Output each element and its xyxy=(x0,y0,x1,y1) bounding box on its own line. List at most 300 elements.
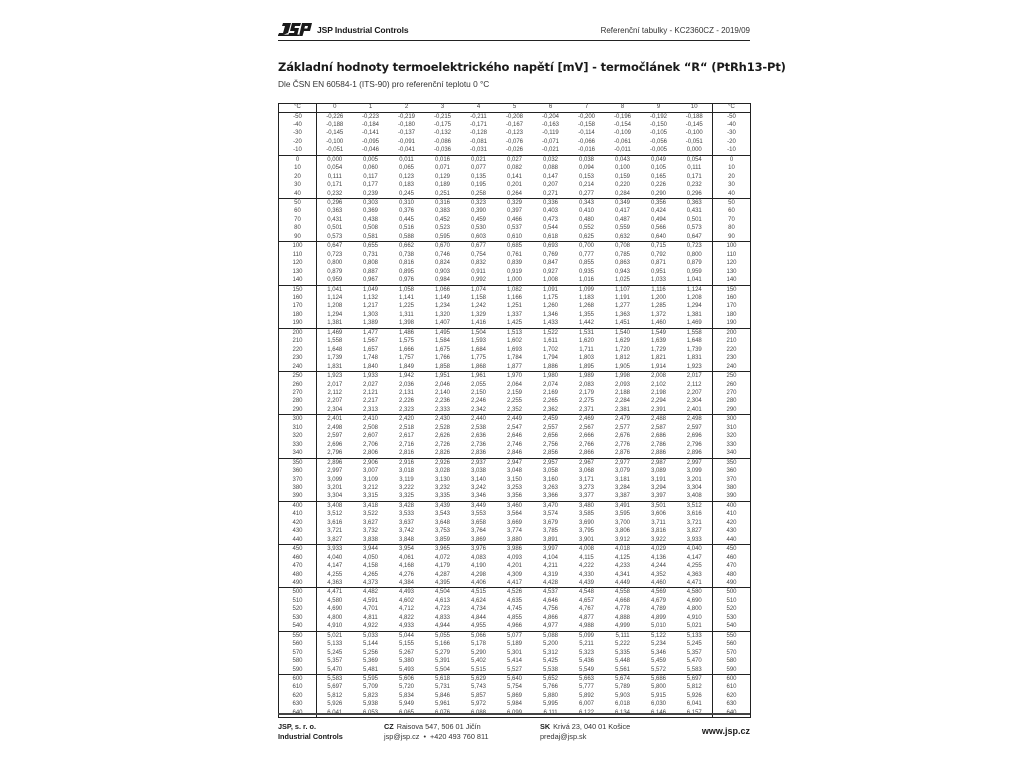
table-row xyxy=(279,233,751,242)
emf-value-cell: 3,263 xyxy=(542,484,558,491)
emf-value-cell: 2,391 xyxy=(650,406,666,413)
emf-value-cell: -0,100 xyxy=(685,130,703,137)
table-row xyxy=(279,484,751,492)
row-temperature-left: 270 xyxy=(279,389,317,397)
emf-value-cell: 0,054 xyxy=(677,155,713,164)
emf-value-cell: -0,021 xyxy=(541,147,559,154)
row-temperature-left: 30 xyxy=(279,181,317,189)
table-row xyxy=(279,424,751,432)
emf-value-cell: 0,171 xyxy=(327,182,343,189)
emf-value-cell: 5,618 xyxy=(425,674,461,683)
emf-value-cell: 4,910 xyxy=(327,623,343,630)
emf-value-cell: 5,972 xyxy=(470,701,486,708)
emf-value-cell: 3,346 xyxy=(470,493,486,500)
row-temperature-left: 50 xyxy=(279,199,317,208)
emf-value-cell: 0,264 xyxy=(506,190,522,197)
emf-value-cell: 0,183 xyxy=(398,182,414,189)
brand-name: JSP Industrial Controls xyxy=(317,25,409,35)
emf-value-cell: -0,026 xyxy=(505,147,523,154)
row-temperature-left: -30 xyxy=(279,129,317,137)
emf-value-cell: 1,877 xyxy=(506,363,522,370)
emf-value-cell: 2,112 xyxy=(327,390,343,396)
emf-value-cell: -0,215 xyxy=(433,113,451,120)
row-temperature-right: 450 xyxy=(713,545,751,554)
emf-value-cell: 5,686 xyxy=(641,674,677,683)
emf-value-cell: 0,466 xyxy=(506,216,522,223)
footer-company xyxy=(278,722,343,742)
emf-value-cell: 2,626 xyxy=(434,433,450,440)
row-temperature-left: 200 xyxy=(279,328,317,337)
emf-value-cell: 0,290 xyxy=(650,190,666,197)
emf-value-cell: 5,606 xyxy=(389,674,425,683)
emf-value-cell: 3,732 xyxy=(362,528,378,535)
emf-value-cell: 5,414 xyxy=(506,658,522,665)
table-row xyxy=(279,579,751,588)
column-header-offset: 2 xyxy=(389,104,425,113)
emf-value-cell: 3,408 xyxy=(317,501,353,510)
emf-value-cell: 6,018 xyxy=(614,701,630,708)
emf-value-cell: 0,566 xyxy=(650,225,666,232)
emf-value-cell: 0,171 xyxy=(686,173,702,180)
emf-value-cell: 4,558 xyxy=(605,588,641,597)
emf-value-cell: 0,105 xyxy=(650,165,666,172)
emf-value-cell: -0,066 xyxy=(577,138,595,145)
emf-value-cell: 5,527 xyxy=(506,666,522,673)
emf-value-cell: 5,211 xyxy=(579,641,594,648)
emf-value-cell: 1,124 xyxy=(327,295,343,302)
emf-value-cell: 5,099 xyxy=(569,631,605,640)
row-temperature-left: 390 xyxy=(279,492,317,501)
emf-value-cell: 4,504 xyxy=(425,588,461,597)
emf-value-cell: 0,054 xyxy=(327,165,343,172)
emf-value-cell: 3,880 xyxy=(506,536,522,543)
emf-value-cell: 4,690 xyxy=(327,606,343,613)
emf-value-cell: 4,635 xyxy=(506,597,522,604)
emf-value-cell: 4,072 xyxy=(434,554,450,561)
emf-value-cell: 5,663 xyxy=(569,674,605,683)
emf-value-cell: 4,018 xyxy=(605,545,641,554)
emf-value-cell: 5,133 xyxy=(327,641,343,648)
table-row xyxy=(279,666,751,675)
emf-value-cell: 3,099 xyxy=(686,468,702,475)
row-temperature-right: 360 xyxy=(713,467,751,475)
table-row xyxy=(279,649,751,657)
emf-value-cell: -0,041 xyxy=(397,147,415,154)
emf-value-cell: 3,627 xyxy=(362,519,378,526)
thermocouple-table xyxy=(278,103,751,718)
emf-value-cell: 3,543 xyxy=(434,511,450,518)
emf-value-cell: 3,827 xyxy=(686,528,702,535)
row-temperature-right: 520 xyxy=(713,605,751,613)
emf-value-cell: 4,668 xyxy=(614,597,630,604)
emf-value-cell: 5,869 xyxy=(506,692,522,699)
emf-value-cell: 5,857 xyxy=(470,692,486,699)
emf-value-cell: -0,167 xyxy=(505,121,523,128)
emf-value-cell: 1,329 xyxy=(470,311,486,318)
row-temperature-right: 0 xyxy=(713,155,751,164)
emf-value-cell: 3,150 xyxy=(506,476,522,483)
row-temperature-left: -40 xyxy=(279,121,317,129)
emf-value-cell: 0,296 xyxy=(317,199,353,208)
emf-value-cell: 0,625 xyxy=(578,233,594,240)
emf-value-cell: 4,395 xyxy=(434,579,450,586)
emf-value-cell: 2,074 xyxy=(542,381,558,388)
emf-value-cell: 2,093 xyxy=(614,381,630,388)
footer-cz-email-phone: jsp@jsp.cz • +420 493 760 811 xyxy=(384,732,489,741)
emf-value-cell: -0,145 xyxy=(685,121,703,128)
emf-value-cell: 5,222 xyxy=(614,641,630,648)
emf-value-cell: 4,471 xyxy=(317,588,353,597)
row-temperature-right: 580 xyxy=(713,657,751,665)
emf-value-cell: 0,879 xyxy=(686,260,702,267)
row-temperature-left: 70 xyxy=(279,216,317,224)
emf-value-cell: 3,522 xyxy=(362,511,378,518)
row-temperature-right: 630 xyxy=(713,700,751,708)
emf-value-cell: 2,188 xyxy=(614,390,630,396)
emf-value-cell: 0,376 xyxy=(398,208,414,215)
emf-value-cell: 3,140 xyxy=(470,476,486,483)
emf-value-cell: 2,886 xyxy=(650,450,666,457)
emf-value-cell: 5,279 xyxy=(434,649,450,656)
emf-value-cell: 4,190 xyxy=(470,563,486,570)
emf-value-cell: 4,811 xyxy=(363,614,378,621)
emf-value-cell: 4,910 xyxy=(686,614,702,621)
emf-value-cell: 4,050 xyxy=(362,554,378,561)
emf-value-cell: 3,315 xyxy=(362,493,378,500)
row-temperature-right: 30 xyxy=(713,181,751,189)
emf-value-cell: 1,016 xyxy=(578,277,594,284)
emf-value-cell: 2,916 xyxy=(389,458,425,467)
emf-value-cell: 2,607 xyxy=(362,433,378,440)
emf-value-cell: 5,357 xyxy=(686,649,702,656)
emf-value-cell: 4,040 xyxy=(677,545,713,554)
emf-value-cell: 3,242 xyxy=(470,484,486,491)
emf-value-cell: 4,029 xyxy=(641,545,677,554)
emf-value-cell: 1,200 xyxy=(650,295,666,302)
emf-value-cell: 2,323 xyxy=(398,406,414,413)
emf-value-cell: 0,480 xyxy=(578,216,594,223)
emf-value-cell: 4,319 xyxy=(542,571,558,578)
emf-value-cell: 4,988 xyxy=(578,623,594,630)
row-temperature-left: 590 xyxy=(279,666,317,675)
emf-value-cell: 2,055 xyxy=(470,381,486,388)
emf-value-cell: 1,739 xyxy=(327,355,343,362)
emf-value-cell: 0,984 xyxy=(434,277,450,284)
emf-value-cell: 1,082 xyxy=(497,285,533,294)
emf-value-cell: 0,049 xyxy=(641,155,677,164)
emf-value-cell: 3,058 xyxy=(542,468,558,475)
emf-value-cell: 0,189 xyxy=(434,182,450,189)
table-row xyxy=(279,554,751,562)
table-row xyxy=(279,519,751,527)
emf-value-cell: 5,697 xyxy=(327,684,343,691)
emf-value-cell: 3,848 xyxy=(398,536,414,543)
emf-value-cell: 5,133 xyxy=(677,631,713,640)
emf-value-cell: 3,512 xyxy=(677,501,713,510)
table-row xyxy=(279,588,751,597)
emf-value-cell: 3,304 xyxy=(327,493,343,500)
emf-value-cell: 0,552 xyxy=(578,225,594,232)
emf-value-cell: 1,584 xyxy=(434,338,450,345)
emf-value-cell: 5,720 xyxy=(398,684,414,691)
emf-value-cell: 2,333 xyxy=(434,406,450,413)
emf-value-cell: 4,168 xyxy=(398,563,414,570)
emf-value-cell: 5,312 xyxy=(542,649,558,656)
row-temperature-left: 550 xyxy=(279,631,317,640)
emf-value-cell: -0,051 xyxy=(326,147,344,154)
row-temperature-left: 250 xyxy=(279,372,317,381)
page-subtitle: Dle ČSN EN 60584-1 (ITS-90) pro referenční teplotu 0 °C xyxy=(278,79,490,89)
emf-value-cell: 5,961 xyxy=(434,701,450,708)
emf-value-cell: 0,746 xyxy=(434,251,450,258)
emf-value-cell: 5,595 xyxy=(353,674,389,683)
emf-value-cell: 0,508 xyxy=(362,225,378,232)
emf-value-cell: 2,449 xyxy=(497,415,533,424)
table-row xyxy=(279,406,751,415)
row-temperature-right: 490 xyxy=(713,579,751,588)
emf-value-cell: 4,287 xyxy=(434,571,450,578)
emf-value-cell: 3,397 xyxy=(650,493,666,500)
emf-value-cell: -0,114 xyxy=(578,130,595,137)
emf-value-cell: 4,244 xyxy=(650,563,666,570)
emf-value-cell: 3,816 xyxy=(650,528,666,535)
emf-value-cell: 3,191 xyxy=(650,476,666,483)
emf-value-cell: 0,530 xyxy=(470,225,486,232)
row-temperature-right: 420 xyxy=(713,519,751,527)
table-row xyxy=(279,527,751,535)
emf-value-cell: 1,294 xyxy=(327,311,343,318)
row-temperature-right: 260 xyxy=(713,381,751,389)
emf-value-cell: 2,896 xyxy=(686,450,702,457)
emf-value-cell: 1,794 xyxy=(542,355,558,362)
footer-website-link[interactable]: www.jsp.cz xyxy=(701,726,750,736)
emf-value-cell: 0,141 xyxy=(506,173,522,180)
emf-value-cell: 5,380 xyxy=(398,658,414,665)
emf-value-cell: 2,036 xyxy=(398,381,414,388)
emf-value-cell: 6,007 xyxy=(578,701,594,708)
emf-value-cell: 5,823 xyxy=(362,692,378,699)
emf-value-cell: 0,226 xyxy=(650,182,666,189)
table-row xyxy=(279,181,751,189)
emf-value-cell: 2,401 xyxy=(686,406,702,413)
emf-value-cell: 0,369 xyxy=(362,208,378,215)
emf-value-cell: 4,061 xyxy=(398,554,414,561)
emf-value-cell: 1,504 xyxy=(461,328,497,337)
emf-value-cell: 0,043 xyxy=(605,155,641,164)
emf-value-cell: 4,233 xyxy=(614,563,630,570)
emf-value-cell: -0,208 xyxy=(505,113,523,120)
table-row xyxy=(279,251,751,259)
emf-value-cell: 4,125 xyxy=(614,554,630,561)
emf-value-cell: 4,255 xyxy=(327,571,343,578)
emf-value-cell: 1,980 xyxy=(533,372,569,381)
emf-value-cell: 1,074 xyxy=(461,285,497,294)
row-temperature-left: 90 xyxy=(279,233,317,242)
emf-value-cell: 2,362 xyxy=(542,406,558,413)
emf-value-cell: 3,965 xyxy=(425,545,461,554)
emf-value-cell: 1,720 xyxy=(614,346,630,353)
emf-value-cell: 4,201 xyxy=(506,563,522,570)
emf-value-cell: 3,130 xyxy=(434,476,450,483)
emf-value-cell: 1,895 xyxy=(578,363,594,370)
row-temperature-left: 370 xyxy=(279,476,317,484)
emf-value-cell: 3,418 xyxy=(353,501,389,510)
row-temperature-right: 500 xyxy=(713,588,751,597)
emf-value-cell: 4,471 xyxy=(686,579,702,586)
emf-value-cell: 2,676 xyxy=(614,433,630,440)
emf-value-cell: 5,245 xyxy=(686,641,702,648)
emf-value-cell: -0,150 xyxy=(649,121,667,128)
emf-value-cell: 6,041 xyxy=(686,701,702,708)
emf-value-cell: 1,495 xyxy=(425,328,461,337)
emf-value-cell: 4,526 xyxy=(497,588,533,597)
row-temperature-right: 440 xyxy=(713,536,751,545)
emf-value-cell: 1,775 xyxy=(470,355,486,362)
emf-value-cell: 5,880 xyxy=(542,692,558,699)
emf-value-cell: 1,693 xyxy=(506,346,522,353)
emf-value-cell: 0,214 xyxy=(578,182,594,189)
emf-value-cell: 1,549 xyxy=(641,328,677,337)
emf-value-cell: 2,977 xyxy=(605,458,641,467)
emf-value-cell: 3,997 xyxy=(533,545,569,554)
column-header-offset: 5 xyxy=(497,104,533,113)
row-temperature-left: 360 xyxy=(279,467,317,475)
row-temperature-right: 140 xyxy=(713,276,751,285)
row-temperature-left: 330 xyxy=(279,441,317,449)
emf-value-cell: -0,180 xyxy=(397,121,415,128)
emf-value-cell: 0,088 xyxy=(542,165,558,172)
emf-value-cell: 4,222 xyxy=(578,563,594,570)
emf-value-cell: 2,826 xyxy=(434,450,450,457)
emf-value-cell: 0,239 xyxy=(362,190,378,197)
row-temperature-left: 20 xyxy=(279,173,317,181)
emf-value-cell: 5,549 xyxy=(578,666,594,673)
emf-value-cell: 0,903 xyxy=(434,268,450,275)
emf-value-cell: 4,460 xyxy=(650,579,666,586)
emf-value-cell: 1,008 xyxy=(542,277,558,284)
emf-value-cell: 5,481 xyxy=(362,666,378,673)
row-temperature-right: 480 xyxy=(713,571,751,579)
footer-sk-contact xyxy=(540,722,630,742)
emf-value-cell: 5,640 xyxy=(497,674,533,683)
emf-value-cell: 5,033 xyxy=(353,631,389,640)
emf-value-cell: 1,766 xyxy=(434,355,450,362)
emf-value-cell: 2,597 xyxy=(327,433,343,440)
emf-value-cell: 5,777 xyxy=(578,684,594,691)
row-temperature-left: 610 xyxy=(279,683,317,691)
emf-value-cell: 2,906 xyxy=(353,458,389,467)
emf-value-cell: 2,557 xyxy=(542,424,558,431)
row-temperature-left: 320 xyxy=(279,432,317,440)
table-row xyxy=(279,545,751,554)
table-row xyxy=(279,129,751,137)
emf-value-cell: 1,513 xyxy=(497,328,533,337)
emf-value-cell: 0,887 xyxy=(362,268,378,275)
emf-value-cell: 1,923 xyxy=(686,363,702,370)
emf-value-cell: 1,158 xyxy=(470,295,486,302)
emf-value-cell: 0,445 xyxy=(398,216,414,223)
emf-value-cell: 4,866 xyxy=(542,614,558,621)
emf-value-cell: 3,304 xyxy=(686,484,702,491)
emf-value-cell: 2,538 xyxy=(470,424,486,431)
emf-value-cell: 0,363 xyxy=(677,199,713,208)
row-temperature-right: 110 xyxy=(713,251,751,259)
emf-value-cell: 2,255 xyxy=(506,398,522,405)
emf-value-cell: -0,046 xyxy=(361,147,379,154)
emf-value-cell: 1,451 xyxy=(614,320,630,327)
emf-value-cell: 3,912 xyxy=(614,536,630,543)
emf-value-cell: 5,949 xyxy=(398,701,414,708)
emf-value-cell: 0,715 xyxy=(641,242,677,251)
row-temperature-left: 580 xyxy=(279,657,317,665)
emf-value-cell: 5,995 xyxy=(542,701,558,708)
row-temperature-left: 100 xyxy=(279,242,317,251)
emf-value-cell: 4,679 xyxy=(650,597,666,604)
emf-value-cell: 5,834 xyxy=(398,692,414,699)
row-temperature-left: 380 xyxy=(279,484,317,492)
table-row xyxy=(279,467,751,475)
emf-value-cell: 1,149 xyxy=(434,295,450,302)
emf-value-cell: 1,757 xyxy=(398,355,414,362)
emf-value-cell: 5,846 xyxy=(434,692,450,699)
footer-sk-code: SK xyxy=(540,722,551,731)
emf-value-cell: 0,082 xyxy=(506,165,522,172)
emf-value-cell: -0,071 xyxy=(541,138,559,145)
emf-value-cell: 1,460 xyxy=(650,320,666,327)
emf-value-cell: 1,175 xyxy=(542,295,558,302)
row-temperature-left: 300 xyxy=(279,415,317,424)
emf-value-cell: 2,112 xyxy=(686,381,702,388)
emf-value-cell: 0,761 xyxy=(506,251,522,258)
emf-value-cell: 3,690 xyxy=(578,519,594,526)
emf-value-cell: -0,095 xyxy=(361,138,379,145)
emf-value-cell: 5,926 xyxy=(327,701,343,708)
emf-value-cell: 2,083 xyxy=(578,381,594,388)
emf-value-cell: 2,686 xyxy=(650,433,666,440)
emf-value-cell: 5,812 xyxy=(686,684,702,691)
emf-value-cell: 1,558 xyxy=(327,338,343,345)
emf-value-cell: 1,840 xyxy=(362,363,378,370)
emf-value-cell: 0,927 xyxy=(542,268,558,275)
emf-value-cell: 3,976 xyxy=(461,545,497,554)
emf-value-cell: 1,748 xyxy=(362,355,378,362)
emf-value-cell: 5,789 xyxy=(614,684,630,691)
emf-value-cell: 4,276 xyxy=(398,571,414,578)
emf-value-cell: 0,808 xyxy=(362,260,378,267)
emf-value-cell: 1,639 xyxy=(650,338,666,345)
table-row xyxy=(279,683,751,691)
emf-value-cell: 0,640 xyxy=(650,233,666,240)
emf-value-cell: 4,515 xyxy=(461,588,497,597)
emf-value-cell: 2,401 xyxy=(317,415,353,424)
emf-value-cell: 1,657 xyxy=(362,346,378,353)
emf-value-cell: 1,407 xyxy=(434,320,450,327)
emf-value-cell: 2,796 xyxy=(327,450,343,457)
emf-value-cell: 3,901 xyxy=(578,536,594,543)
emf-value-cell: -0,128 xyxy=(469,130,487,137)
emf-value-cell: 0,277 xyxy=(578,190,594,197)
row-temperature-left: 570 xyxy=(279,649,317,657)
emf-value-cell: 0,232 xyxy=(327,190,343,197)
row-temperature-right: 530 xyxy=(713,614,751,622)
emf-value-cell: 4,800 xyxy=(686,606,702,613)
emf-value-cell: -0,137 xyxy=(397,130,415,137)
row-temperature-right: -50 xyxy=(713,112,751,121)
row-temperature-left: -20 xyxy=(279,138,317,146)
emf-value-cell: 5,111 xyxy=(605,631,641,640)
emf-value-cell: 5,459 xyxy=(650,658,666,665)
emf-value-cell: 0,323 xyxy=(461,199,497,208)
